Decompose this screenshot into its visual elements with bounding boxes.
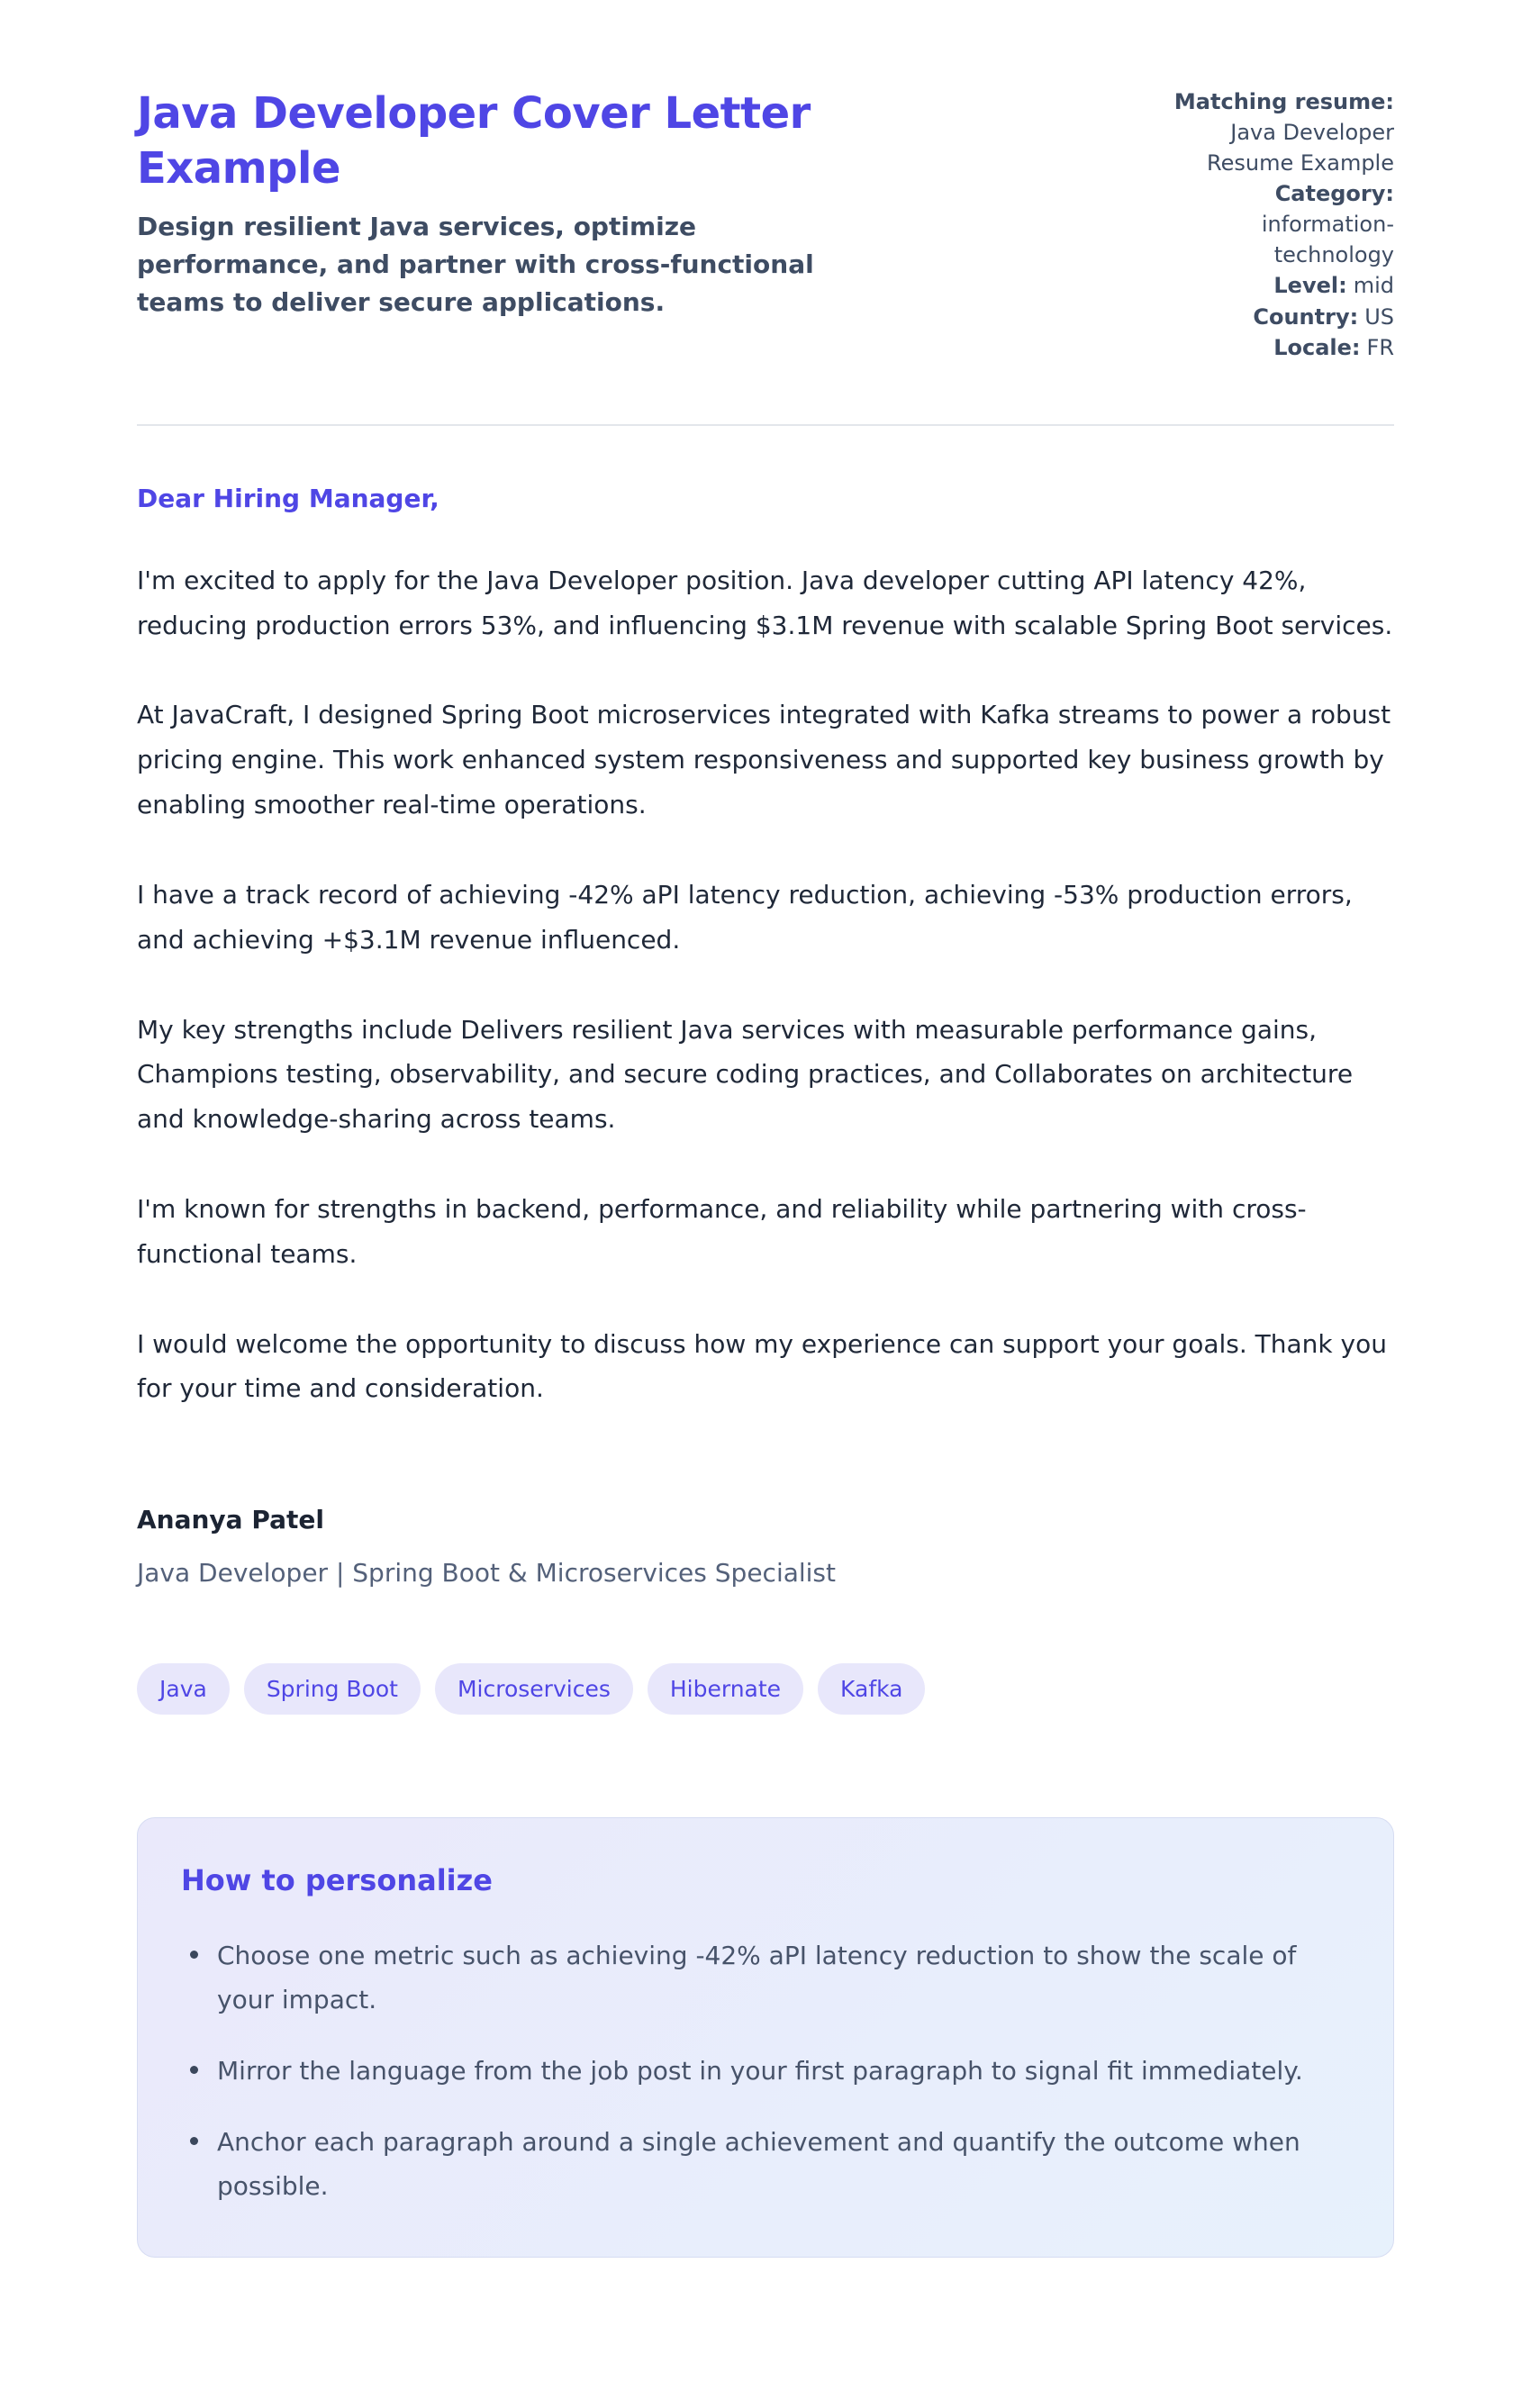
letter-paragraph: I'm excited to apply for the Java Developer position. Java developer cutting API latency 42%, reducing production errors 53%, and influencing $3.1M revenue with scalable Spring Boot services. xyxy=(137,565,1393,640)
letter-paragraph: I would welcome the opportunity to discuss how my experience can support your goals. Thank you for your time and consideration. xyxy=(137,1328,1387,1404)
tip-item: Choose one metric such as achieving -42% aPI latency reduction to show the scale of your impact. xyxy=(181,1933,1334,2022)
meta-level xyxy=(1149,270,1394,301)
skill-tag-spring-boot: Spring Boot xyxy=(244,1663,421,1715)
meta-country-value: US xyxy=(1364,303,1394,330)
skill-tags xyxy=(137,1663,1394,1715)
tips-title: How to personalize xyxy=(181,1863,493,1898)
meta-matching-resume xyxy=(1149,86,1394,178)
signature-block xyxy=(137,1505,1394,1588)
header-title-block xyxy=(137,86,965,321)
meta-level-label: Level: xyxy=(1273,273,1347,299)
how-to-personalize-box xyxy=(137,1817,1394,2258)
letter-paragraph: I'm known for strengths in backend, performance, and reliability while partnering with cross-functional teams. xyxy=(137,1193,1307,1269)
meta-category xyxy=(1149,178,1394,270)
meta-country-label: Country: xyxy=(1253,303,1359,330)
signature-name: Ananya Patel xyxy=(137,1505,324,1535)
meta-panel xyxy=(1149,86,1394,363)
skill-tag-microservices: Microservices xyxy=(435,1663,633,1715)
tip-item: Anchor each paragraph around a single achievement and quantify the outcome when possible. xyxy=(181,2120,1334,2208)
letter-paragraph: I have a track record of achieving -42% aPI latency reduction, achieving -53% production errors, and achieving +$3.1M revenue influenced. xyxy=(137,879,1353,955)
letter-paragraph: My key strengths include Delivers resilient Java services with measurable performance gains, Champions testing, observability, and secure coding practices, and Collaborates on architecture and knowledge-sharing across teams. xyxy=(137,1014,1354,1135)
meta-locale xyxy=(1149,332,1394,363)
meta-locale-value: FR xyxy=(1366,334,1394,360)
skill-tag-kafka: Kafka xyxy=(818,1663,925,1715)
page-title: Java Developer Cover Letter Example xyxy=(137,88,811,195)
skill-tag-hibernate: Hibernate xyxy=(648,1663,803,1715)
letter-body xyxy=(137,484,1394,1589)
meta-matching-resume-label: Matching resume: xyxy=(1173,89,1394,114)
signature-role: Java Developer | Spring Boot & Microservices Specialist xyxy=(137,1558,837,1589)
meta-country xyxy=(1149,302,1394,332)
letter-greeting: Dear Hiring Manager, xyxy=(137,483,439,513)
letter-paragraph: At JavaCraft, I designed Spring Boot microservices integrated with Kafka streams to power a robust pricing engine. This work enhanced system responsiveness and supported key business growth by enabling smoother real-time operations. xyxy=(137,700,1391,820)
tips-list xyxy=(181,1933,1350,2208)
header-divider xyxy=(137,424,1394,426)
meta-category-value: information-technology xyxy=(1261,212,1394,268)
meta-category-label: Category: xyxy=(1274,181,1394,207)
skill-tag-java: Java xyxy=(137,1663,230,1715)
meta-level-value: mid xyxy=(1353,273,1394,299)
meta-locale-label: Locale: xyxy=(1273,334,1361,360)
meta-matching-resume-value: Java Developer Resume Example xyxy=(1207,120,1394,177)
page-subtitle: Design resilient Java services, optimize performance, and partner with cross-functional teams to deliver secure applications. xyxy=(137,211,814,317)
page-header xyxy=(137,86,1394,363)
tip-item: Mirror the language from the job post in your first paragraph to signal fit immediately. xyxy=(181,2049,1334,2093)
